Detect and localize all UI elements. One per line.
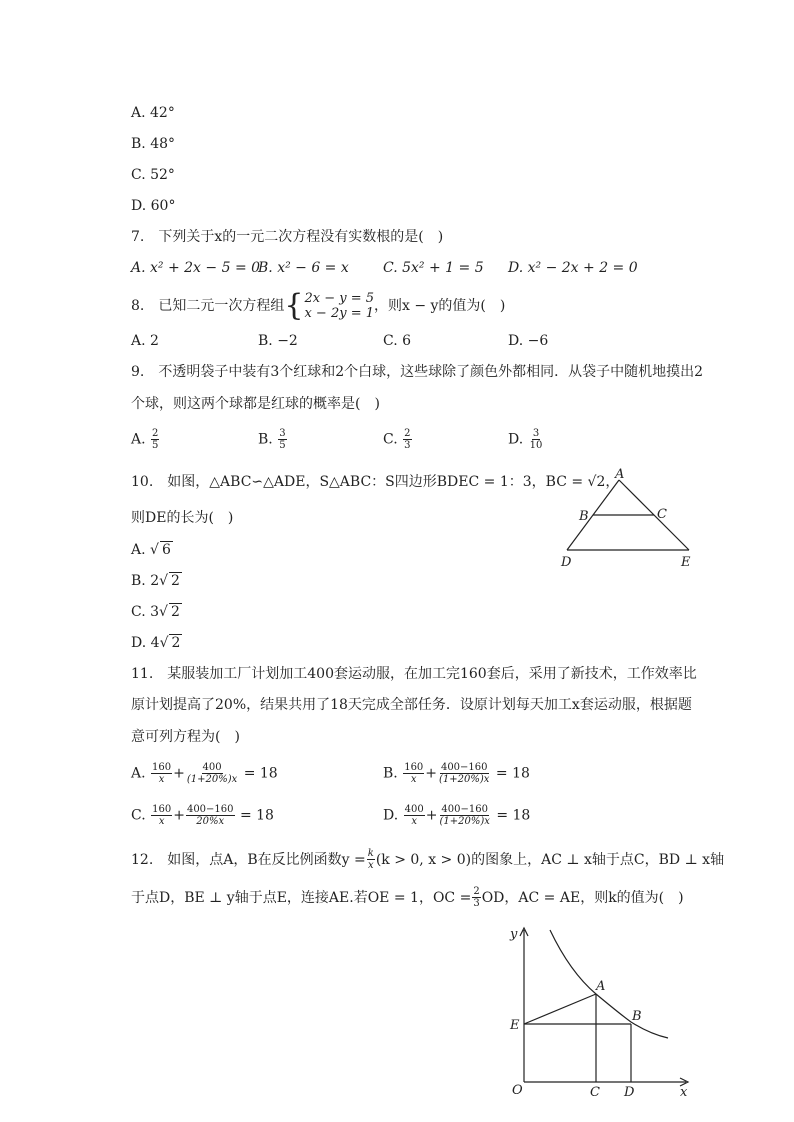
segment-ea [524, 994, 596, 1024]
q10-option-c-radicand: 2 [170, 604, 180, 620]
q9-stem-line1: 9. 不透明袋子中装有3个红球和2个白球，这些球除了颜色外都相同．从袋子中随机地摸出2 [131, 364, 704, 380]
label-e: E [510, 1018, 520, 1033]
label-x: x [680, 1085, 688, 1100]
fraction-denominator: x [158, 816, 165, 827]
q6-option-d: D. 60° [131, 198, 176, 214]
q10-option-a-label: A. [131, 542, 146, 558]
label-y: y [510, 927, 518, 942]
fraction-numerator: 3 [532, 428, 540, 439]
fraction-denominator: x [367, 860, 374, 871]
fraction-denominator: 3 [404, 440, 411, 451]
q6-option-b: B. 48° [131, 136, 176, 152]
brace-icon: { [284, 288, 304, 323]
q12-stem-line2-prefix: 于点D，BE ⊥ y轴于点E，连接AE.若OE = 1，OC = [131, 889, 472, 906]
q6-option-c: C. 52° [131, 167, 175, 183]
fraction-numerator: 160 [404, 762, 424, 773]
fraction-numerator: 2 [152, 428, 159, 439]
fraction-denominator: (1+20%)x [439, 816, 490, 827]
q9-option-d-fraction [529, 428, 544, 451]
q11-option-d: D. $\frac{400}{x}$ + $\frac{400-160}{(1+20\%)x}$ = 18 [383, 804, 531, 827]
fraction-denominator: 20%x [196, 816, 225, 827]
q10-option-c-coef: 3 [150, 604, 160, 620]
fraction-denominator: 10 [529, 440, 543, 451]
q9-option-c-fraction [403, 428, 411, 451]
fraction-numerator: 160 [152, 804, 172, 815]
q10-option-b: B. 2√ 2 [131, 573, 180, 589]
q12-fraction-two-thirds [472, 886, 480, 909]
q12-stem-line2 [131, 886, 684, 909]
q7-option-d: D. x² − 2x + 2 = 0 [508, 260, 638, 276]
q11-option-c-rhs: = 18 [239, 807, 274, 824]
fraction-denominator: x [158, 774, 165, 785]
q9-option-b-fraction [278, 428, 286, 451]
q10-option-a-radicand: 6 [161, 542, 171, 558]
fraction-numerator: 160 [152, 762, 172, 773]
fraction-denominator: x [410, 774, 417, 785]
q8-eq2: x − 2y = 1 [304, 306, 374, 321]
q9-option-c-label: C. [383, 431, 398, 448]
q10-option-b-coef: 2 [150, 573, 160, 589]
q9-stem-line2: 个球，则这两个球都是红球的概率是( ) [131, 396, 380, 412]
fraction-denominator: (1+20%)x [186, 774, 238, 785]
q11-option-c-label: C. [131, 807, 146, 824]
label-o: O [512, 1083, 523, 1098]
q7-option-b: B. x² − 6 = x [258, 260, 349, 276]
q10-stem-line1: 10. 如图，△ABC∽△ADE，S△ABC：S四边形BDEC = 1：3，BC = √2， [131, 474, 620, 490]
q11-option-b-label: B. [383, 765, 398, 782]
fraction-numerator: 3 [279, 428, 286, 439]
label-e: E [681, 555, 691, 570]
fraction-numerator: k [367, 848, 374, 859]
q9-option-b-label: B. [258, 431, 273, 448]
q11-option-c: C. $\frac{160}{x}$ + $\frac{400-160}{20\%x}$ = 18 [131, 804, 274, 827]
q12-stem-line1-suffix: (k > 0, x > 0)的图象上，AC ⊥ x轴于点C，BD ⊥ x轴 [375, 851, 725, 868]
q8-stem [131, 289, 505, 323]
q8-eq1: 2x − y = 5 [304, 291, 374, 306]
q10-option-d-coef: 4 [150, 635, 160, 651]
q8-option-a: A. 2 [131, 333, 159, 349]
q8-stem-suffix: ，则x − y的值为( ) [374, 298, 506, 314]
q11-stem-line3: 意可列方程为( ) [131, 729, 240, 745]
q10-option-c: C. 3√ 2 [131, 604, 180, 620]
q8-equation-system [284, 288, 374, 323]
fraction-denominator: x [411, 816, 417, 827]
label-d: D [561, 555, 572, 570]
q7-stem: 7. 下列关于x的一元二次方程没有实数根的是( ) [131, 229, 444, 245]
label-c: C [657, 507, 667, 522]
label-c: C [590, 1085, 600, 1100]
q9-option-d-label: D. [508, 431, 524, 448]
q11-option-a-label: A. [131, 765, 146, 782]
q10-stem-line2: 则DE的长为( ) [131, 510, 234, 526]
q10-option-d-label: D. [131, 635, 147, 651]
q10-option-d-radicand: 2 [171, 635, 181, 651]
label-b: B [579, 509, 589, 524]
q12-stem-line1-prefix: 12. 如图，点A，B在反比例函数y = [131, 851, 366, 868]
q11-option-a: A. $\frac{160}{x}$ + $\frac{400}{(1+20\%)x}$ = 18 [131, 762, 278, 785]
q11-option-b-rhs: = 18 [495, 765, 530, 782]
q11-option-d-label: D. [383, 807, 399, 824]
q12-stem-line1 [131, 848, 724, 871]
fraction-numerator: 400−160 [186, 804, 234, 815]
q12-fraction-k-over-x [367, 848, 375, 871]
q6-option-a: A. 42° [131, 105, 175, 121]
q12-graph-figure [500, 922, 700, 1100]
fraction-numerator: 400−160 [441, 804, 488, 815]
label-b: B [632, 1009, 642, 1024]
q11-option-a-rhs: = 18 [243, 765, 278, 782]
q7-option-a: A. x² + 2x − 5 = 0 [131, 260, 261, 276]
q8-stem-prefix: 8. 已知二元一次方程组 [131, 298, 285, 314]
q12-stem-line2-suffix: OD，AC = AE，则k的值为( ) [481, 889, 684, 906]
q11-option-b: B. $\frac{160}{x}$ + $\frac{400-160}{(1+20\%)x}$ = 18 [383, 762, 530, 785]
fraction-numerator: 2 [404, 428, 411, 439]
fraction-numerator: 400 [404, 804, 424, 815]
q9-option-b [258, 428, 288, 451]
q9-option-c [383, 428, 413, 451]
hyperbola-curve [550, 930, 668, 1038]
q10-option-c-label: C. [131, 604, 146, 620]
q9-option-d [508, 428, 544, 451]
fraction-denominator: 3 [473, 898, 480, 909]
q11-stem-line2: 原计划提高了20%，结果共用了18天完成全部任务．设原计划每天加工x套运动服，根据题 [131, 697, 692, 713]
q9-option-a [131, 428, 160, 451]
label-a: A [615, 468, 625, 482]
fraction-denominator: 5 [152, 440, 159, 451]
q10-option-a: A. √ 6 [131, 542, 171, 558]
q10-option-d: D. 4√ 2 [131, 635, 181, 651]
q8-option-c: C. 6 [383, 333, 412, 349]
label-d: D [624, 1085, 635, 1100]
label-a: A [596, 979, 606, 994]
q8-option-b: B. −2 [258, 333, 298, 349]
fraction-numerator: 400 [202, 762, 222, 773]
q9-option-a-fraction [151, 428, 159, 451]
q8-option-d: D. −6 [508, 333, 549, 349]
q10-triangle-figure [555, 468, 700, 572]
fraction-numerator: 400−160 [440, 762, 488, 773]
fraction-denominator: (1+20%)x [439, 774, 490, 785]
q11-stem-line1: 11. 某服装加工厂计划加工400套运动服，在加工完160套后，采用了新技术，工作效率比 [131, 666, 697, 682]
q9-option-a-label: A. [131, 431, 146, 448]
q7-option-c: C. 5x² + 1 = 5 [383, 260, 484, 276]
q10-option-b-label: B. [131, 573, 146, 589]
q11-option-d-rhs: = 18 [496, 807, 531, 824]
fraction-denominator: 5 [279, 440, 286, 451]
q10-option-b-radicand: 2 [171, 573, 180, 589]
fraction-numerator: 2 [473, 886, 480, 897]
